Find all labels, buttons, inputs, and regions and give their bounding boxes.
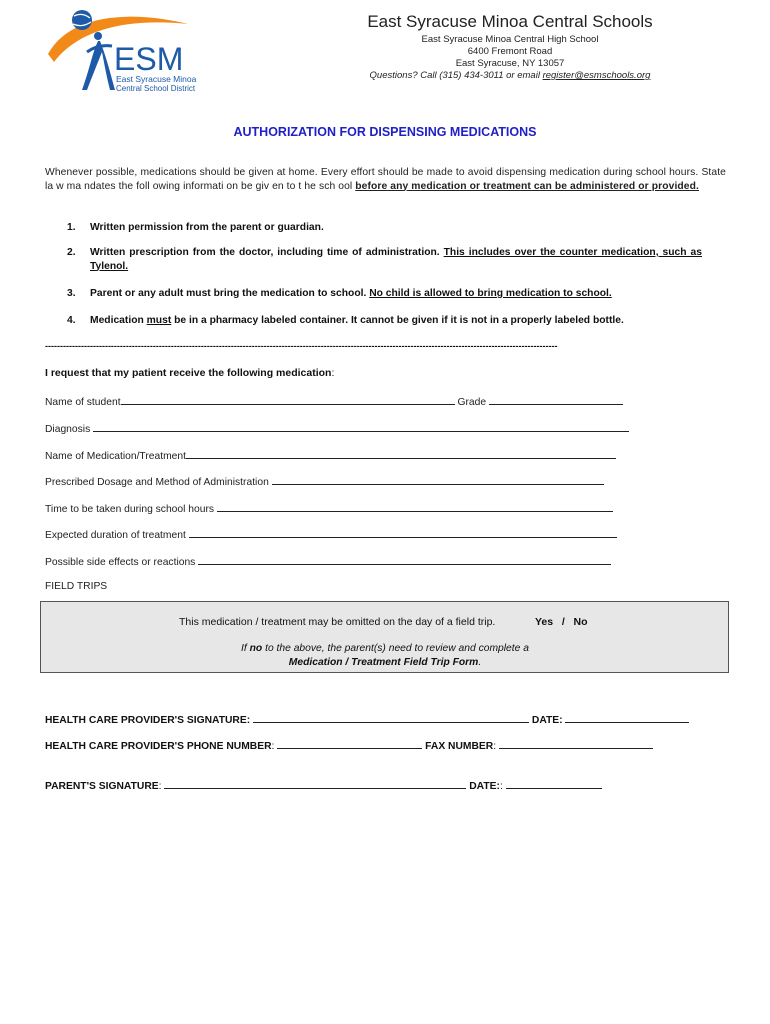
intro-paragraph — [45, 166, 726, 193]
logo-globe-icon — [72, 10, 92, 30]
side-effects-field[interactable] — [198, 554, 611, 565]
grade-label: Grade — [457, 397, 487, 408]
form-name: Medication / Treatment Field Trip Form — [288, 657, 479, 668]
time-field[interactable] — [217, 501, 613, 512]
requirement-text-main: be in a pharmacy labeled container. It cannot be given if it is not in a properly labeled bottle. — [171, 315, 624, 326]
field-trip-statement: This medication / treatment may be omitted on the day of a field trip. — [179, 616, 496, 628]
dosage-field[interactable] — [272, 474, 604, 485]
requirement-text-pre: Medication — [90, 315, 147, 326]
logo-sub-1: East Syracuse Minoa — [116, 74, 197, 84]
requirement-text-main: Written prescription from the doctor, including time of administration. — [90, 247, 444, 258]
requirement-text — [90, 314, 702, 328]
logo-figure-icon — [82, 41, 115, 90]
requirement-number: 2. — [67, 247, 76, 258]
diagnosis-field[interactable] — [93, 421, 629, 432]
parent-signature-label: PARENT'S SIGNATURE — [45, 781, 159, 792]
student-name-field[interactable] — [121, 394, 455, 405]
address-line-1: 6400 Fremont Road — [467, 46, 553, 57]
duration-row — [45, 527, 617, 541]
diagnosis-row — [45, 421, 629, 435]
note-pre: If — [241, 643, 250, 654]
duration-field[interactable] — [189, 527, 617, 538]
provider-date-field[interactable] — [565, 712, 689, 723]
parent-date-colon: : — [499, 781, 503, 792]
school-name: East Syracuse Minoa Central High School — [421, 34, 599, 45]
note-post: to the above, the parent(s) need to review and complete a — [262, 643, 529, 654]
provider-date-label: DATE: — [531, 715, 563, 726]
request-heading — [45, 367, 334, 379]
requirement-number: 4. — [67, 315, 76, 326]
requirement-number: 1. — [67, 222, 76, 233]
intro-emphasis: before any medication or treatment can be administered or provided. — [355, 180, 699, 192]
requirement-4 — [67, 314, 727, 328]
medication-field[interactable] — [186, 448, 616, 459]
provider-signature-row — [45, 712, 689, 726]
fax-field[interactable] — [499, 738, 653, 749]
parent-date-field[interactable] — [506, 778, 602, 789]
provider-signature-field[interactable] — [253, 712, 529, 723]
yes-no-options[interactable]: Yes / No — [535, 616, 588, 628]
requirement-2 — [67, 246, 727, 274]
esm-district-logo — [40, 6, 200, 98]
request-colon: : — [331, 367, 335, 379]
parent-signature-colon: : — [158, 781, 162, 792]
requirement-text — [90, 246, 702, 273]
field-trip-note — [0, 643, 770, 654]
logo-text: ESM — [114, 41, 184, 77]
parent-signature-field[interactable] — [164, 778, 466, 789]
contact-line — [300, 70, 720, 81]
field-trip-form-name — [0, 657, 770, 668]
logo-sub-2: Central School District — [116, 84, 196, 93]
provider-phone-colon: : — [271, 741, 275, 752]
form-name-period: . — [478, 657, 482, 668]
provider-phone-field[interactable] — [277, 738, 422, 749]
time-row — [45, 501, 613, 515]
dashed-divider: --------------------------------------------------------------------------------------------------------------------------------------------------------------------------- — [45, 341, 558, 351]
requirement-text-main: Parent or any adult must bring the medication to school. — [90, 288, 370, 299]
parent-date-label: DATE: — [469, 781, 500, 792]
requirement-text-underlined: No child is allowed to bring medication to school. — [369, 288, 612, 299]
dosage-label: Prescribed Dosage and Method of Administration — [45, 477, 269, 488]
note-bold: no — [249, 643, 263, 654]
request-text: I request that my patient receive the following medication — [45, 367, 332, 379]
requirement-text-underlined: must — [146, 315, 172, 326]
requirement-number: 3. — [67, 288, 76, 299]
intro-text: Whenever possible, medications should be given at home. Every effort should be made to avoid dispensing medication during school hours. State la w ma ndates the foll owing informati on be giv en to t he sch ool — [45, 167, 726, 192]
side-effects-row — [45, 554, 611, 568]
side-effects-label: Possible side effects or reactions — [45, 557, 196, 568]
field-trips-label: FIELD TRIPS — [45, 581, 108, 592]
time-label: Time to be taken during school hours — [45, 504, 215, 515]
fax-label: FAX NUMBER — [425, 741, 494, 752]
duration-label: Expected duration of treatment — [45, 530, 186, 541]
email-link[interactable]: register@esmschools.org — [542, 70, 651, 81]
student-name-row — [45, 394, 623, 408]
medication-label: Name of Medication/Treatment — [45, 451, 186, 462]
requirement-1 — [67, 221, 727, 235]
requirement-3 — [67, 287, 727, 301]
dosage-row — [45, 474, 604, 488]
contact-questions: Questions? Call (315) 434-3011 or email — [369, 70, 540, 81]
provider-phone-row — [45, 738, 653, 752]
requirement-text-underlined: This includes over the counter medication, such as Tylenol. — [90, 247, 702, 272]
requirement-text — [90, 287, 702, 301]
parent-signature-row — [45, 778, 602, 792]
student-name-label: Name of student — [45, 397, 121, 408]
address-line-2: East Syracuse, NY 13057 — [455, 58, 565, 69]
requirement-text: Written permission from the parent or guardian. — [90, 222, 324, 233]
medication-row — [45, 448, 616, 462]
fax-colon: : — [493, 741, 497, 752]
grade-field[interactable] — [489, 394, 623, 405]
provider-phone-label: HEALTH CARE PROVIDER'S PHONE NUMBER — [45, 741, 272, 752]
diagnosis-label: Diagnosis — [45, 424, 91, 435]
form-title: AUTHORIZATION FOR DISPENSING MEDICATIONS — [233, 125, 537, 139]
district-title: East Syracuse Minoa Central Schools — [367, 12, 653, 31]
provider-signature-label: HEALTH CARE PROVIDER'S SIGNATURE: — [45, 715, 251, 726]
